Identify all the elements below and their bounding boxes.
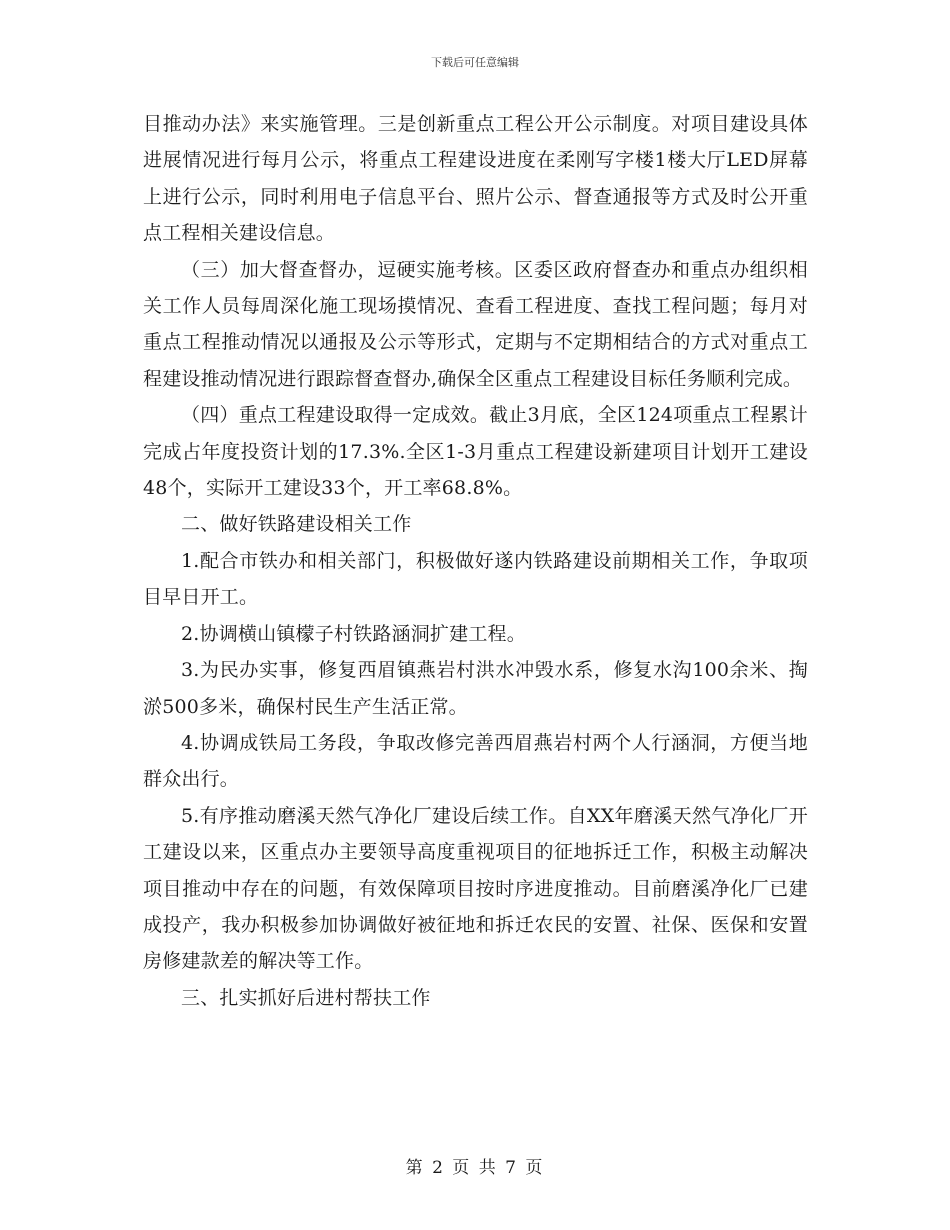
list-item-4: 4.协调成铁局工务段，争取改修完善西眉燕岩村两个人行涵洞，方便当地群众出行。: [143, 731, 808, 791]
heading-railway-work: 二、做好铁路建设相关工作: [181, 513, 412, 536]
list-item-1: 1.配合市铁办和相关部门，积极做好遂内铁路建设前期相关工作，争取项目早日开工。: [143, 549, 808, 609]
page-footer: 第 2 页 共 7 页: [405, 1158, 545, 1178]
heading-village-assistance: 三、扎实抓好后进村帮扶工作: [181, 986, 431, 1009]
paragraph-section-3: （三）加大督查督办，逗硬实施考核。区委区政府督查办和重点办组织相关工作人员每周深化施工现场摸情况、查看工程进度、查找工程问题；每月对重点工程推动情况以通报及公示等形式，定期与不定期相结合的方式对重点工程建设推动情况进行跟踪督查督办,确保全区重点工程建设目标任务顺利完成。: [143, 258, 808, 390]
list-item-5: 5.有序推动磨溪天然气净化厂建设后续工作。自XX年磨溪天然气净化厂开工建设以来，区重点办主要领导高度重视项目的征地拆迁工作，积极主动解决项目推动中存在的问题，有效保障项目按时序进度推动。目前磨溪净化厂已建成投产，我办积极参加协调做好被征地和拆迁农民的安置、社保、医保和安置房修建款差的解决等工作。: [143, 804, 808, 973]
paragraph-section-4: （四）重点工程建设取得一定成效。截止3月底，全区124项重点工程累计完成占年度投资计划的17.3%.全区1-3月重点工程建设新建项目计划开工建设48个，实际开工建设33个，开工率68.8%。: [143, 404, 808, 500]
list-item-3: 3.为民办实事，修复西眉镇燕岩村洪水冲毁水系，修复水沟100余米、掏淤500多米，确保村民生产生活正常。: [143, 659, 808, 718]
page-header: 下载后可任意编辑: [431, 56, 519, 69]
list-item-2: 2.协调横山镇檬子村铁路涵洞扩建工程。: [181, 622, 526, 645]
paragraph-continuation: 目推动办法》来实施管理。三是创新重点工程公开公示制度。对项目建设具体进展情况进行每月公示，将重点工程建设进度在柔刚写字楼1楼大厅LED屏幕上进行公示，同时利用电子信息平台、照片公示、督查通报等方式及时公开重点工程相关建设信息。: [143, 113, 808, 245]
document-body: [143, 106, 808, 1016]
